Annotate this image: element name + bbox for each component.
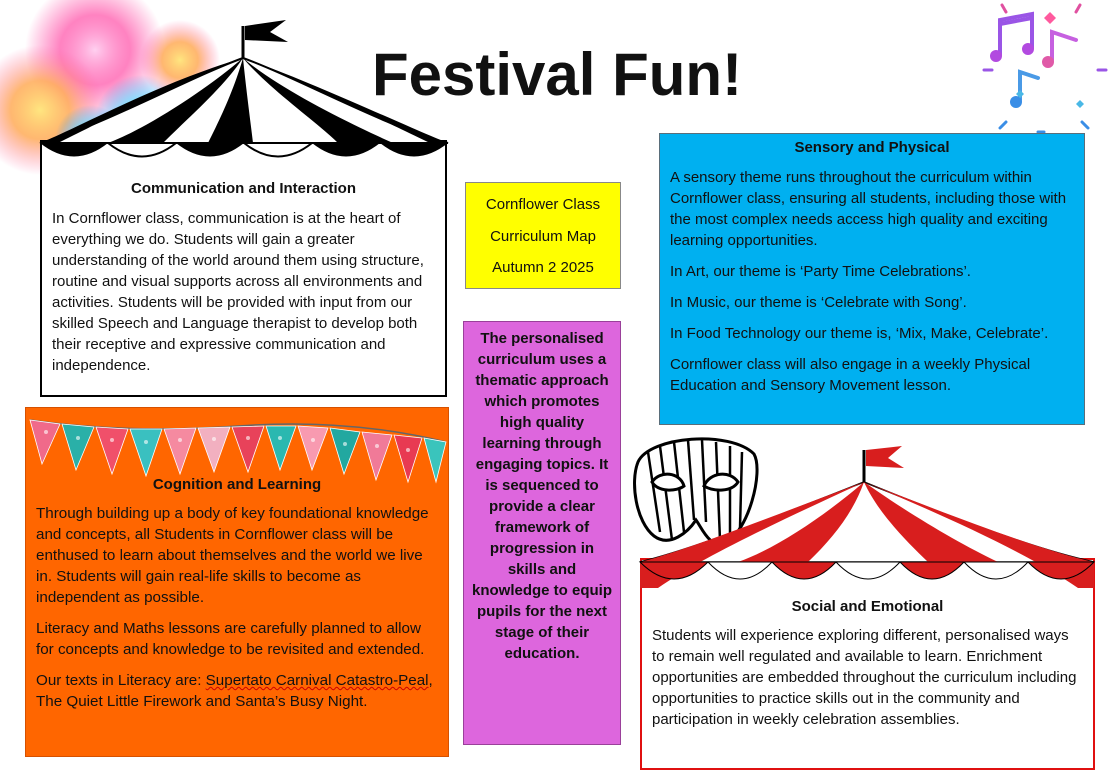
personalised-text: The personalised curriculum uses a thematic approach which promotes high quality learning through engaging topics. It is sequenced to provide a clear framework of progression in skills and knowledge to equip pupils for the next stage of their education. (472, 330, 613, 662)
personalised-curriculum-box (463, 321, 621, 745)
cognition-texts (36, 670, 438, 712)
term-label: Autumn 2 2025 (492, 259, 594, 276)
cognition-heading: Cognition and Learning (152, 476, 322, 493)
class-name: Cornflower Class (485, 196, 601, 213)
communication-box (40, 140, 447, 397)
sensory-food: In Food Technology our theme is, ‘Mix, Make, Celebrate’. (670, 325, 1049, 342)
curriculum-map-label: Curriculum Map (490, 227, 596, 245)
tent-icon-red (638, 438, 1096, 600)
cognition-paragraph: Through building up a body of key foundational knowledge and concepts, all Students in Cornflower class will be enthused to learn about themselves and the world we live in. Students will gain real-life skills to become as independent as possible. (36, 505, 429, 606)
social-body: Students will experience exploring different, personalised ways to remain well regulated and available to learn. Enrichment opportunities are embedded throughout the curriculum including opportunities to practice skills out in the community and participation in weekly celebration assemblies. (652, 627, 1077, 728)
cognition-maths: Literacy and Maths lessons are carefully planned to allow for concepts and knowledge to be revisited and extended. (36, 620, 425, 658)
sensory-pe: Cornflower class will also engage in a weekly Physical Education and Sensory Movement lesson. (670, 356, 1031, 394)
book-title: Supertato Carnival Catastro-Peal (205, 672, 429, 689)
sensory-music: In Music, our theme is ‘Celebrate with Song’. (670, 294, 967, 311)
sensory-art: In Art, our theme is ‘Party Time Celebrations’. (670, 263, 971, 280)
bunting-decoration (28, 412, 448, 502)
class-info-box (465, 182, 621, 289)
texts-suffix: , The Quiet Little Firework and Santa’s Busy Night. (36, 672, 433, 710)
music-notes-icon (980, 0, 1109, 135)
texts-prefix: Our texts in Literacy are: (36, 672, 206, 689)
sensory-box (659, 133, 1085, 425)
sensory-heading: Sensory and Physical (794, 139, 950, 156)
communication-heading: Communication and Interaction (130, 180, 356, 197)
tent-icon (38, 18, 450, 168)
page-title: Festival Fun! (372, 41, 743, 108)
communication-body: In Cornflower class, communication is at the heart of everything we do. Students will gain a greater understanding of the world around them using structure, routine and visual supports across all environments and activities. Students will be provided with input from our skilled Speech and Language therapist to develop both their receptive and expressive communication and independence. (52, 210, 424, 374)
social-heading: Social and Emotional (791, 598, 944, 615)
sensory-paragraph: A sensory theme runs throughout the curriculum within Cornflower class, ensuring all students, including those with the most complex needs access high quality and exciting learning opportunities. (670, 169, 1067, 249)
